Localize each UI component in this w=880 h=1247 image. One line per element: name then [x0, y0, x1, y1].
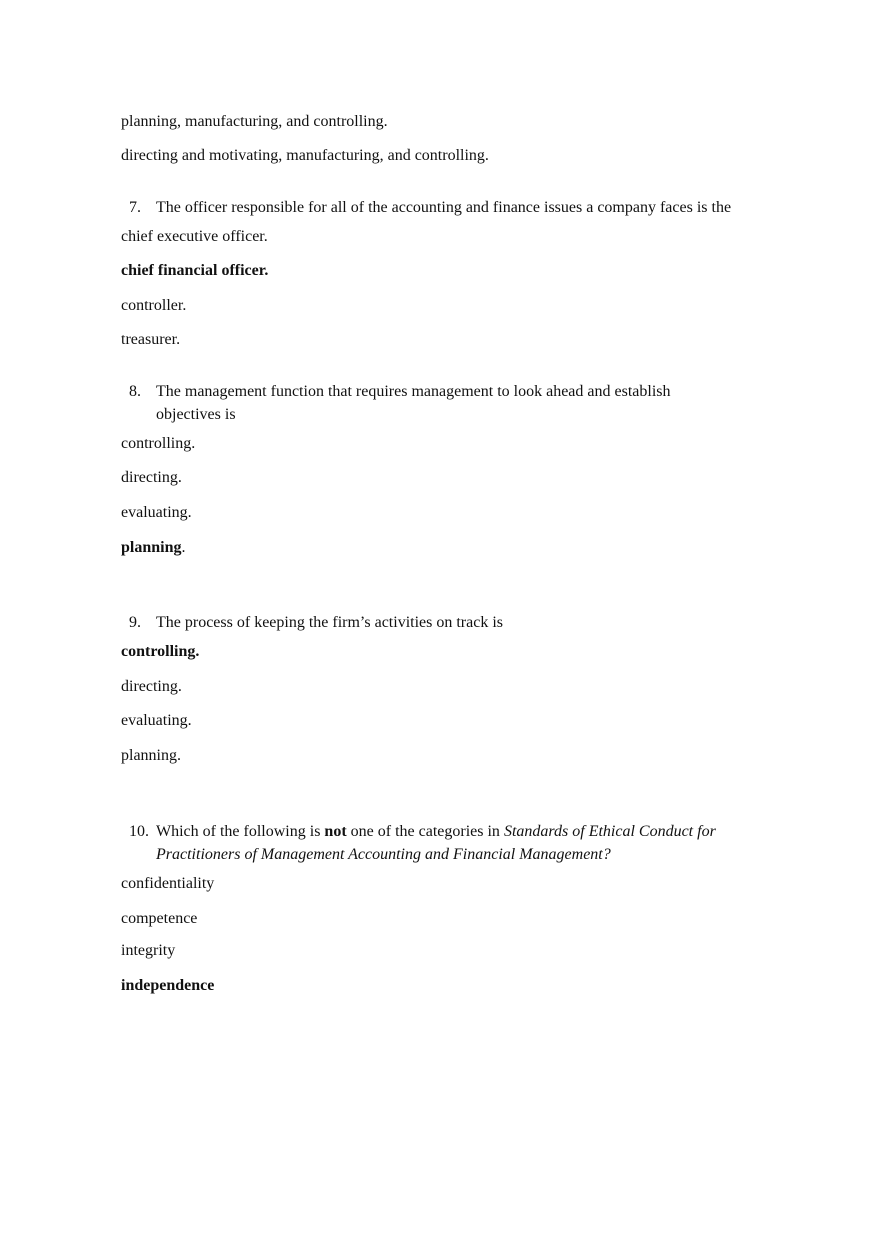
question-7-text: The officer responsible for all of the accounting and finance issues a company faces is the	[156, 199, 732, 216]
question-9-option-d: planning.	[121, 747, 181, 764]
question-10-text-part1: Which of the following is	[156, 823, 325, 840]
question-8-option-d-answer	[121, 537, 185, 559]
question-10-text-not: not	[324, 823, 347, 840]
question-8-text-line1: The management function that requires management to look ahead and establish	[156, 383, 671, 400]
question-10-text-part2: one of the categories in	[346, 823, 504, 840]
question-10-number: 10.	[129, 823, 149, 840]
question-10-option-b: competence	[121, 910, 198, 927]
question-10-option-a: confidentiality	[121, 875, 215, 892]
question-9-option-a-answer: controlling.	[121, 643, 200, 660]
question-7-number: 7.	[129, 199, 141, 216]
question-8-option-d-bold: planning	[121, 539, 182, 556]
question-10-option-c: integrity	[121, 942, 176, 959]
question-8-text-line2: objectives is	[156, 406, 236, 423]
question-7-option-d: treasurer.	[121, 331, 181, 348]
prev-option-1: planning, manufacturing, and controlling.	[121, 113, 388, 130]
question-9-text: The process of keeping the firm’s activities on track is	[156, 614, 504, 631]
question-9-option-b: directing.	[121, 678, 182, 695]
prev-option-2: directing and motivating, manufacturing, and controlling.	[121, 147, 489, 164]
question-10-text-italic1: Standards of Ethical Conduct for	[503, 823, 716, 840]
question-10-option-d-answer: independence	[121, 977, 215, 994]
question-7-option-b-answer: chief financial officer.	[121, 262, 269, 279]
question-8-option-b: directing.	[121, 469, 182, 486]
question-9-option-c: evaluating.	[121, 712, 192, 729]
question-7-option-c: controller.	[121, 297, 187, 314]
question-10-text-line2: Practitioners of Management Accounting and Financial Management?	[156, 846, 611, 863]
question-8-option-d-period: .	[181, 539, 186, 556]
question-8-option-a: controlling.	[121, 435, 196, 452]
question-10-text-line1	[156, 821, 716, 843]
question-8-number: 8.	[129, 383, 141, 400]
question-9-number: 9.	[129, 614, 141, 631]
question-8-option-c: evaluating.	[121, 504, 192, 521]
question-7-option-a: chief executive officer.	[121, 228, 268, 245]
